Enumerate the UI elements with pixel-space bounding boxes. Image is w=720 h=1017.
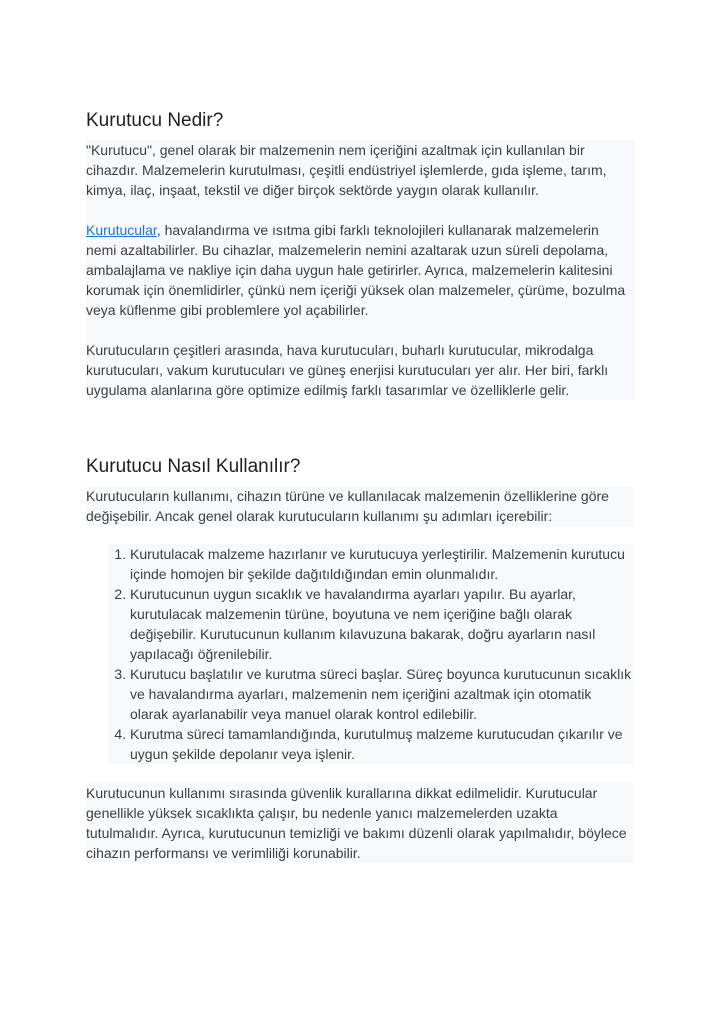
section1-body <box>86 140 635 400</box>
list-item: 3. Kurutucu başlatılır ve kurutma süreci başlar. Süreç boyunca kurutucunun sıcaklık ve havalandırma ayarları, malzemenin nem içeriğini azaltmak için otomatik olarak ayarlanabilir veya manuel olarak kontrol edilebilir. <box>130 664 633 724</box>
paragraph-definition: "Kurutucu", genel olarak bir malzemenin nem içeriğini azaltmak için kullanılan bir cihazdır. Malzemelerin kurutulması, çeşitli endüstriyel işlemlerde, gıda işleme, tarım, kimya, ilaç, inşaat, tekstil ve diğer birçok sektörde yaygın olarak kullanılır. <box>86 142 607 198</box>
list-item: 4. Kurutma süreci tamamlandığında, kurutulmuş malzeme kurutucudan çıkarılır ve uygun şekilde depolanır veya işlenir. <box>130 724 633 764</box>
section2-outro <box>86 783 633 863</box>
steps-list <box>108 544 633 764</box>
kurutucular-link[interactable]: Kurutucular <box>86 222 157 238</box>
heading-kurutucu-nasil-kullanilir: Kurutucu Nasıl Kullanılır? <box>86 456 301 477</box>
paragraph-safety: Kurutucunun kullanımı sırasında güvenlik kurallarına dikkat edilmelidir. Kurutucular genellikle yüksek sıcaklıkta çalışır, bu nedenle yanıcı malzemelerden uzakta tutulmalıdır. Ayrıca, kurutucunun temizliği ve bakımı düzenli olarak yapılmalıdır, böylece cihazın performansı ve verimliliği korunabilir. <box>86 785 627 861</box>
paragraph-technologies-text: , havalandırma ve ısıtma gibi farklı teknolojileri kullanarak malzemelerin nemi azaltabilirler. Bu cihazlar, malzemelerin nemini azaltarak uzun süreli depolama, ambalajlama ve nakliye için daha uygun hale getirirler. Ayrıca, malzemelerin kalitesini korumak için önemlidirler, çünkü nem içeriği yüksek olan malzemeler, çürüme, bozulma veya küflenme gibi problemlere yol açabilirler. <box>86 222 626 318</box>
section2-intro <box>86 486 633 526</box>
list-item: 2. Kurutucunun uygun sıcaklık ve havalandırma ayarları yapılır. Bu ayarlar, kurutulacak malzemenin türüne, boyutuna ve nem içeriğine bağlı olarak değişebilir. Kurutucunun kullanım kılavuzuna bakarak, doğru ayarların nasıl yapılacağı öğrenilebilir. <box>130 584 633 664</box>
paragraph-intro: Kurutucuların kullanımı, cihazın türüne ve kullanılacak malzemenin özelliklerine göre değişebilir. Ancak genel olarak kurutucuların kullanımı şu adımları içerebilir: <box>86 488 609 524</box>
heading-kurutucu-nedir: Kurutucu Nedir? <box>86 110 224 131</box>
list-item: 1. Kurutulacak malzeme hazırlanır ve kurutucuya yerleştirilir. Malzemenin kurutucu içinde homojen bir şekilde dağıtıldığından emin olunmalıdır. <box>130 544 633 584</box>
paragraph-types: Kurutucuların çeşitleri arasında, hava kurutucuları, buharlı kurutucular, mikrodalga kurutucuları, vakum kurutucuları ve güneş enerjisi kurutucuları yer alır. Her biri, farklı uygulama alanlarına göre optimize edilmiş farklı tasarımlar ve özelliklerle gelir. <box>86 342 609 398</box>
paragraph-technologies <box>86 220 633 320</box>
